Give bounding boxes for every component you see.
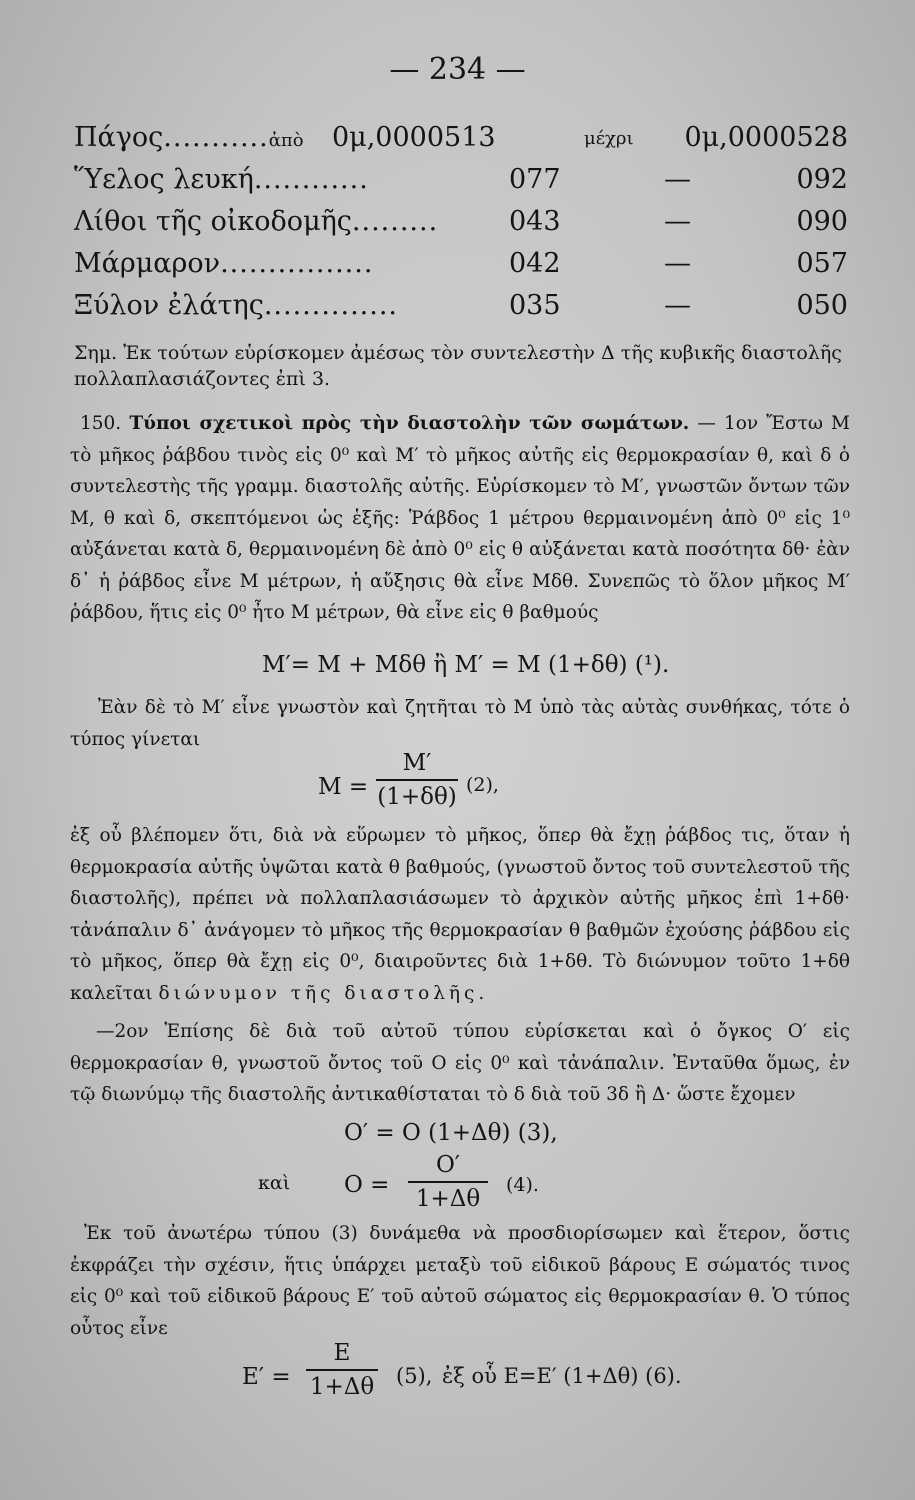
table-row (74, 206, 854, 246)
row-value-from: 042 (509, 248, 561, 279)
table-row (74, 164, 854, 204)
term-binomial: διώνυμον τῆς διαστολῆς. (158, 982, 489, 1004)
conjunction-kai: καὶ (258, 1172, 291, 1194)
paragraph-4: —2ον Ἐπίσης δὲ διὰ τοῦ αὐτοῦ τύπου εὑρίσκεται καὶ ὁ ὄγκος Ο′ εἰς θερμοκρασίαν θ, γνωστοῦ ὄντος τοῦ Ο εἰς 0⁰ καὶ τἀνάπαλιν. Ἐνταῦθα ὅμως, ἐν τῷ διωνύμῳ τῆς διαστολῆς ἀντικαθίσταται τὸ δ διὰ τοῦ 3δ ἢ Δ· ὥστε ἔχομεν (70, 1021, 850, 1105)
paragraph-3 (70, 820, 850, 1009)
equation-tag: (2), (466, 774, 499, 796)
section-paragraph-1 (70, 408, 850, 629)
table-row (74, 290, 854, 330)
part-marker: — 1ον (697, 413, 759, 434)
fraction-numerator: Μ′ (402, 750, 432, 776)
fraction-numerator: Ε (333, 1340, 351, 1366)
fraction-bar (408, 1181, 488, 1183)
equation-lhs: Μ = (318, 774, 369, 800)
paragraph-2: Ἐὰν δὲ τὸ Μ′ εἶνε γνωστὸν καὶ ζητῆται τὸ Μ ὑπὸ τὰς αὐτὰς συνθήκας, τότε ὁ τύπος γίνεται (70, 697, 850, 750)
row-value-to: 050 (796, 290, 848, 321)
row-separator: — (664, 206, 691, 237)
fraction-denominator: (1+δθ) (377, 784, 457, 810)
equation-1: Μ′= Μ + Μδθ ἢ Μ′ = Μ (1+δθ) (¹). (262, 652, 670, 678)
paragraph-text: Ἔστω Μ τὸ μῆκος ῥάβδου τινὸς εἰς 0⁰ καὶ Μ′ τὸ μῆκος αὐτῆς εἰς θερμοκρασίαν θ, καὶ δ ὁ συντελεστὴς τῆς γραμμ. διαστολῆς αὐτῆς. Εὑρίσκομεν τὸ Μ′, γνωστῶν ὄντων τῶν Μ, θ καὶ δ, σκεπτόμενοι ὡς ἑξῆς: Ῥάβδος 1 μέτρου θερμαινομένη ἀπὸ 0⁰ εἰς 1⁰ αὐξάνεται κατὰ δ, θερμαινομένη δὲ ἀπὸ 0⁰ εἰς θ αὐξάνεται κατὰ ποσότητα δθ· ἐὰν δ᾽ ἡ ῥάβδος εἶνε Μ μέτρων, ἡ αὔξησις θὰ εἶνε Μδθ. Συνεπῶς τὸ ὅλον μῆκος Μ′ ῥάβδου, ἥτις εἰς 0⁰ ἦτο Μ μέτρων, θὰ εἶνε εἰς θ βαθμούς (70, 413, 850, 623)
section-title: Τύποι σχετικοὶ πρὸς τὴν διαστολὴν τῶν σωμάτων. (129, 413, 690, 434)
fraction-numerator: Ο′ (435, 1152, 461, 1178)
row-dots: ......... (351, 206, 439, 237)
paragraph-5: Ἐκ τοῦ ἀνωτέρω τύπου (3) δυνάμεθα νὰ προσδιορίσωμεν καὶ ἕτερον, ὅστις ἐκφράζει τὴν σχέσιν, ἥτις ὑπάρχει μεταξὺ τοῦ εἰδικοῦ βάρους Ε σώματός τινος εἰς 0⁰ καὶ τοῦ εἰδικοῦ βάρους Ε′ τοῦ αὐτοῦ σώματος εἰς θερμοκρασίαν θ. Ὁ τύπος οὗτος εἶνε (70, 1223, 850, 1339)
fraction-denominator: 1+Δθ (415, 1186, 481, 1212)
fraction-bar (306, 1369, 378, 1371)
row-value-from: 035 (509, 290, 561, 321)
row-name: Λίθοι τῆς οἰκοδομῆς (74, 206, 352, 237)
row-value-to: 0μ,0000528 (684, 122, 848, 153)
footnote: Σημ. Ἐκ τούτων εὑρίσκομεν ἀμέσως τὸν συντελεστὴν Δ τῆς κυβικῆς διαστολῆς πολλαπλασιάζοντες ἐπὶ 3. (74, 342, 842, 390)
row-name: Μάρμαρον (74, 248, 221, 279)
equation-lhs: Ο = (344, 1172, 390, 1198)
row-value-to: 090 (796, 206, 848, 237)
row-separator: — (664, 290, 691, 321)
row-value-from: 043 (509, 206, 561, 237)
fraction-bar (376, 779, 458, 781)
row-value-to: 092 (796, 164, 848, 195)
equation-3: Ο′ = Ο (1+Δθ) (3), (344, 1120, 558, 1146)
table-row (74, 248, 854, 288)
equation-4 (258, 1152, 558, 1222)
paragraph-text: ἐξ οὗ βλέπομεν ὅτι, διὰ νὰ εὕρωμεν τὸ μῆκος, ὅπερ θὰ ἔχῃ ῥάβδος τις, ὅταν ἡ θερμοκρασία αὐτῆς ὑψῶται κατὰ θ βαθμούς, (γνωστοῦ ὄντος τοῦ συντελεστοῦ τῆς διαστολῆς), πρέπει νὰ πολλαπλασιάσωμεν τὸ ἀρχικὸν αὐτῆς μῆκος ἐπὶ 1+δθ· τἀνάπαλιν δ᾽ ἀνάγομεν τὸ μῆκος τῆς θερμοκρασίαν θ βαθμῶν ἐχούσης ῥάβδου εἰς τὸ μῆκος, ὅπερ θὰ ἔχῃ εἰς 0⁰, διαιροῦντες διὰ 1+δθ. Τὸ διώνυμον τοῦτο 1+δθ καλεῖται (70, 825, 850, 1004)
row-value-to: 057 (796, 248, 848, 279)
row-dots: ............ (253, 164, 369, 195)
equation-5 (242, 1340, 802, 1412)
row-name: Ξύλον ἐλάτης (74, 290, 264, 321)
row-separator: — (664, 248, 691, 279)
equation-2 (318, 750, 578, 820)
row-from-label: ἀπὸ (268, 130, 304, 151)
row-value-from: 0μ,0000513 (332, 122, 496, 153)
fraction (376, 750, 458, 810)
row-dots: ................ (220, 248, 374, 279)
row-separator: μέχρι (584, 128, 634, 149)
fraction (408, 1152, 488, 1212)
row-dots: .............. (263, 290, 398, 321)
equation-lhs: Ε′ = (242, 1364, 291, 1390)
equation-tag: (4). (506, 1174, 539, 1196)
fraction (306, 1340, 378, 1400)
page-number: — 234 — (389, 52, 526, 87)
row-name: Ὕελος λευκή (74, 164, 254, 195)
row-value-from: 077 (509, 164, 561, 195)
fraction-denominator: 1+Δθ (309, 1374, 375, 1400)
equation-tag: (5), (396, 1364, 433, 1388)
equation-derived: ἐξ οὗ Ε=Ε′ (1+Δθ) (6). (442, 1364, 682, 1388)
section-number: 150. (80, 413, 122, 434)
row-dots: ........... (163, 122, 269, 153)
table-row (74, 122, 854, 162)
row-separator: — (664, 164, 691, 195)
row-name: Πάγος (74, 122, 164, 153)
